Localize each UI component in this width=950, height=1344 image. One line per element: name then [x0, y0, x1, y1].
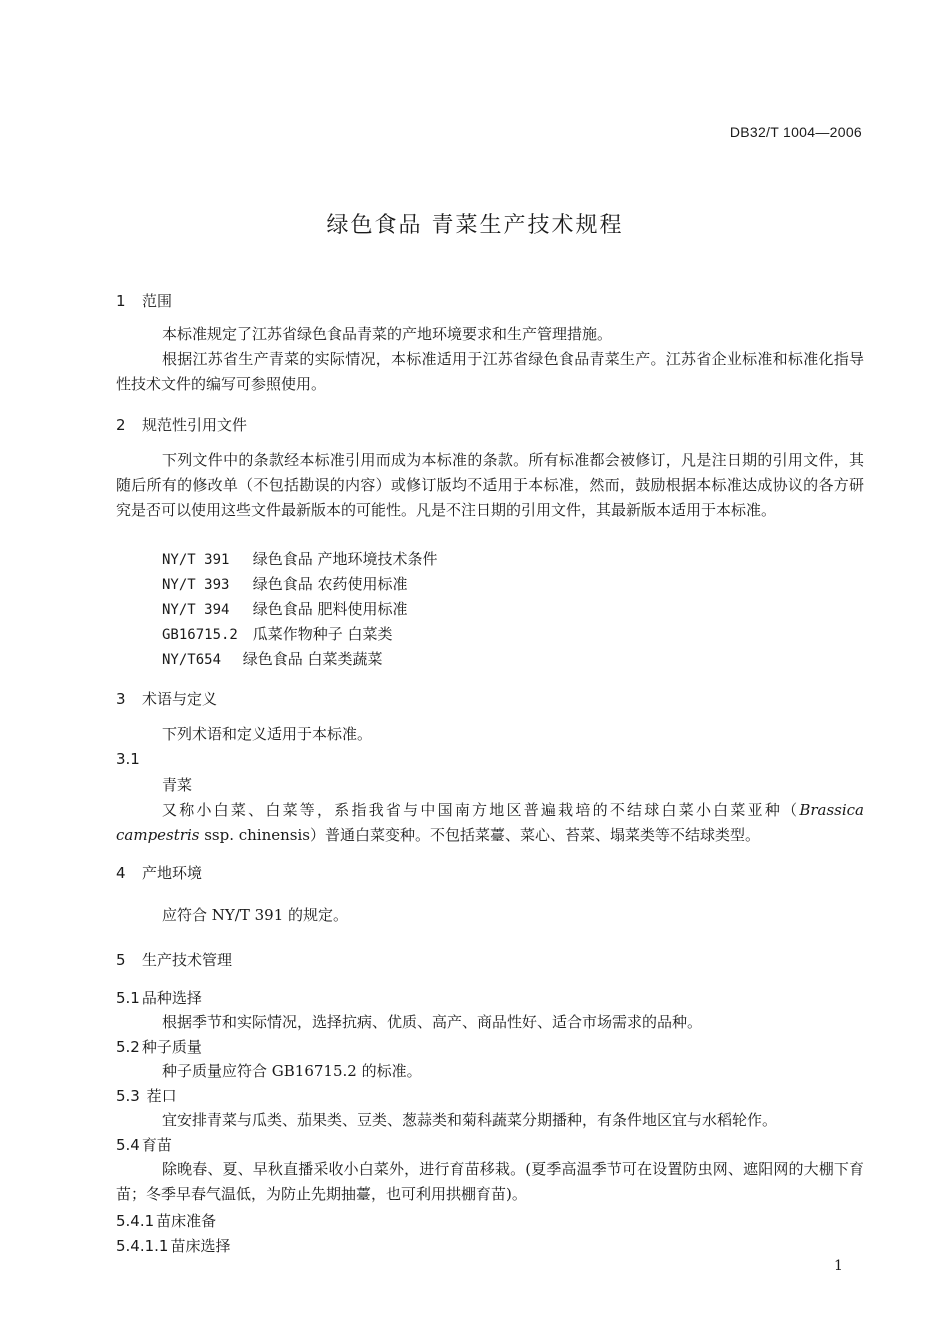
latin-name: Brassica campestris [116, 801, 864, 844]
clause-number: 3.1 [116, 750, 140, 768]
section-5-heading [116, 949, 232, 970]
reference-item [162, 598, 408, 619]
subsection-5-2-paragraph: 种子质量应符合 GB16715.2 的标准。 [162, 1062, 422, 1080]
reference-code: NY/T 393 [162, 577, 230, 593]
subsection-5-4-heading [116, 1134, 172, 1155]
subsection-title: 种子质量 [141, 1038, 202, 1056]
subsection-number: 5.1 [116, 989, 140, 1007]
subsection-title: 苗床准备 [156, 1212, 217, 1230]
subsection-number: 5.4.1.1 [116, 1237, 169, 1255]
page-number: 1 [834, 1258, 843, 1274]
term-name: 青菜 [162, 776, 193, 794]
reference-code: GB16715.2 [162, 627, 238, 643]
definition-text-b: ssp. chinensis）普通白菜变种。不包括菜薹、菜心、苔菜、塌菜类等不结球类型。 [199, 826, 760, 844]
subsection-5-2-heading [116, 1036, 202, 1057]
subsection-title: 育苗 [141, 1136, 172, 1154]
section-number: 1 [116, 292, 126, 310]
subsection-number: 5.2 [116, 1038, 140, 1056]
section-1-paragraph-2: 根据江苏省生产青菜的实际情况，本标准适用于江苏省绿色食品青菜生产。江苏省企业标准和标准化指导性技术文件的编写可参照使用。 [116, 350, 864, 393]
section-title: 术语与定义 [142, 690, 218, 708]
term-definition [116, 798, 864, 848]
definition-text-a: 又称小白菜、白菜等，系指我省与中国南方地区普遍栽培的不结球白菜小白菜亚种（ [162, 801, 800, 819]
standard-code: DB32/T 1004—2006 [729, 124, 862, 140]
reference-code: NY/T 394 [162, 602, 230, 618]
reference-item [162, 548, 438, 569]
reference-name: 绿色食品 产地环境技术条件 [252, 550, 438, 568]
section-3-paragraph-1: 下列术语和定义适用于本标准。 [162, 725, 373, 743]
section-4-paragraph-1: 应符合 NY/T 391 的规定。 [162, 906, 349, 924]
reference-code: NY/T 391 [162, 552, 230, 568]
document-title: 绿色食品 青菜生产技术规程 [326, 213, 624, 238]
subsection-number: 5.4 [116, 1136, 140, 1154]
section-title: 规范性引用文件 [142, 416, 248, 434]
subsection-number: 5.4.1 [116, 1212, 155, 1230]
reference-item [162, 648, 383, 669]
subsection-5-1-paragraph: 根据季节和实际情况，选择抗病、优质、高产、商品性好、适合市场需求的品种。 [162, 1013, 703, 1031]
section-3-heading [116, 688, 217, 709]
section-title: 产地环境 [142, 864, 203, 882]
reference-name: 绿色食品 白菜类蔬菜 [242, 650, 383, 668]
section-number: 5 [116, 951, 126, 969]
reference-item [162, 573, 408, 594]
reference-item [162, 623, 393, 644]
section-number: 3 [116, 690, 126, 708]
subsection-5-4-1-1-heading [116, 1235, 231, 1256]
reference-name: 绿色食品 肥料使用标准 [252, 600, 408, 618]
subsection-5-4-paragraph: 除晚春、夏、早秋直播采收小白菜外，进行育苗移栽。(夏季高温季节可在设置防虫网、遮阳网的大棚下育苗；冬季早春气温低，为防止先期抽薹，也可利用拱棚育苗)。 [116, 1160, 864, 1203]
section-2-heading [116, 414, 247, 435]
subsection-title: 苗床选择 [170, 1237, 231, 1255]
section-4-heading [116, 862, 202, 883]
subsection-5-1-heading [116, 987, 202, 1008]
section-1-paragraph-1: 本标准规定了江苏省绿色食品青菜的产地环境要求和生产管理措施。 [162, 325, 613, 343]
section-title: 生产技术管理 [142, 951, 233, 969]
reference-name: 绿色食品 农药使用标准 [252, 575, 408, 593]
subsection-number: 5.3 [116, 1087, 140, 1105]
subsection-5-3-paragraph: 宜安排青菜与瓜类、茄果类、豆类、葱蒜类和菊科蔬菜分期播种，有条件地区宜与水稻轮作。 [162, 1111, 778, 1129]
section-number: 2 [116, 416, 126, 434]
reference-name: 瓜菜作物种子 白菜类 [252, 625, 393, 643]
section-title: 范围 [142, 292, 173, 310]
section-1-heading [116, 290, 172, 311]
subsection-5-4-1-heading [116, 1210, 216, 1231]
subsection-5-3-heading [116, 1085, 177, 1106]
section-2-paragraph-1: 下列文件中的条款经本标准引用而成为本标准的条款。所有标准都会被修订，凡是注日期的引用文件，其随后所有的修改单（不包括勘误的内容）或修订版均不适用于本标准，然而，鼓励根据本标准达成协议的各方研究是否可以使用这些文件最新版本的可能性。凡是不注日期的引用文件，其最新版本适用于本标准。 [116, 451, 864, 519]
subsection-title: 品种选择 [141, 989, 202, 1007]
subsection-title: 茬口 [146, 1087, 177, 1105]
section-number: 4 [116, 864, 126, 882]
reference-code: NY/T654 [162, 652, 222, 668]
